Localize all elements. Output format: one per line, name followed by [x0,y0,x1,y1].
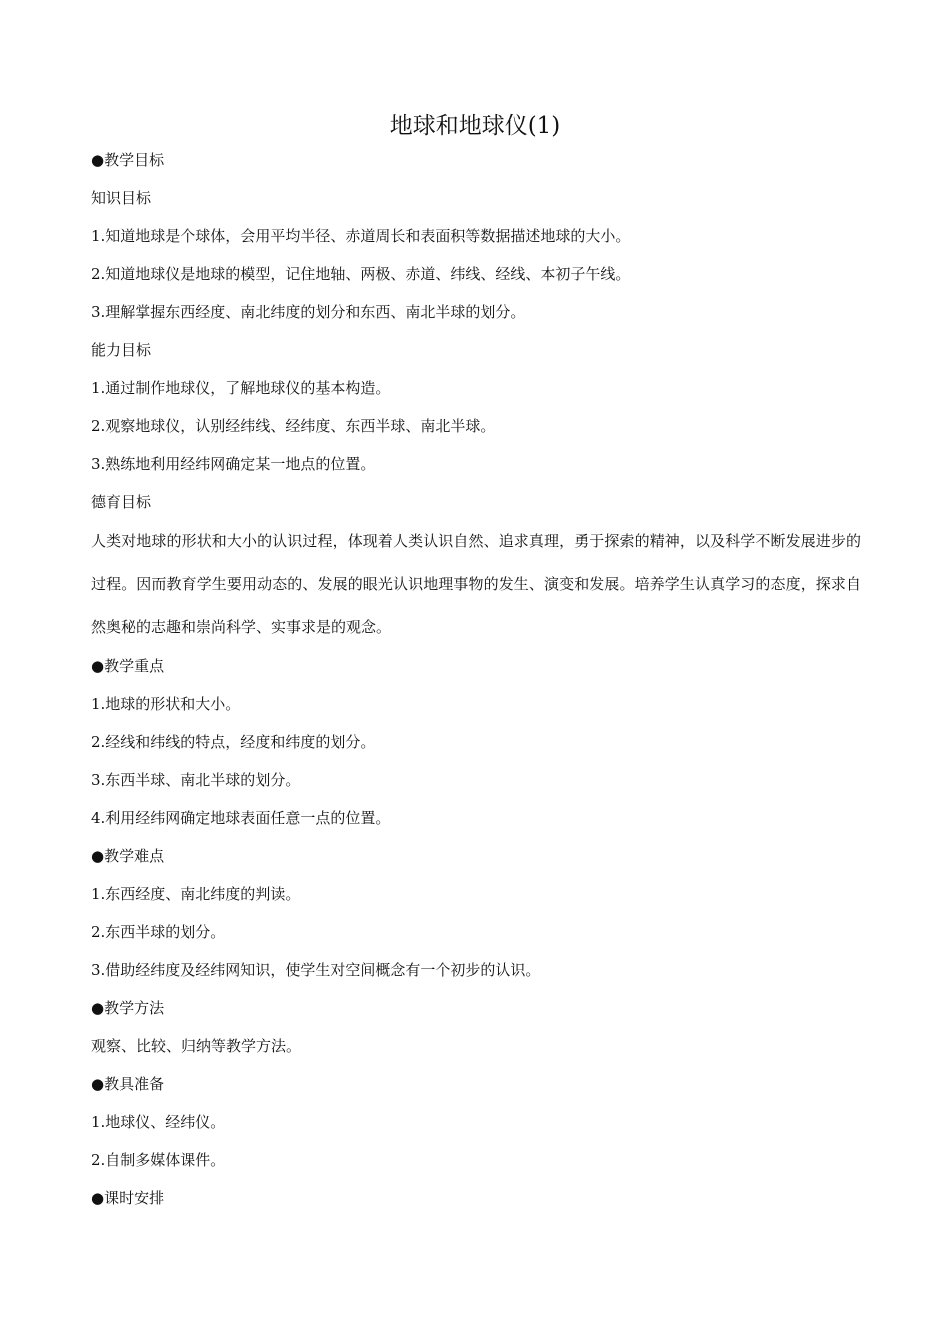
list-item: 2.东西半球的划分。 [91,923,226,941]
section-heading-key-points: ●教学重点 [91,657,165,675]
list-item: 2.知道地球仪是地球的模型，记住地轴、两极、赤道、纬线、经线、本初子午线。 [91,265,631,283]
list-item: 2.观察地球仪，认别经纬线、经纬度、东西半球、南北半球。 [91,417,496,435]
section-heading-materials: ●教具准备 [91,1075,165,1093]
document-title: 地球和地球仪(1) [389,113,561,139]
list-item: 1.通过制作地球仪，了解地球仪的基本构造。 [91,379,391,397]
list-item: 1.东西经度、南北纬度的判读。 [91,885,301,903]
list-item: 1.地球仪、经纬仪。 [91,1113,226,1131]
list-item: 3.借助经纬度及经纬网知识，使学生对空间概念有一个初步的认识。 [91,961,541,979]
document-body [91,150,861,1226]
list-item: 2.经线和纬线的特点，经度和纬度的划分。 [91,733,376,751]
subheading-ability-goals: 能力目标 [91,341,152,359]
list-item: 2.自制多媒体课件。 [91,1151,226,1169]
section-heading-difficulties: ●教学难点 [91,847,165,865]
list-item: 4.利用经纬网确定地球表面任意一点的位置。 [91,809,391,827]
section-heading-methods: ●教学方法 [91,999,165,1017]
list-item: 3.东西半球、南北半球的划分。 [91,771,301,789]
list-item: 3.熟练地利用经纬网确定某一地点的位置。 [91,455,376,473]
moral-goals-paragraph: 人类对地球的形状和大小的认识过程，体现着人类认识自然、追求真理，勇于探索的精神，以及科学不断发展进步的过程。因而教育学生要用动态的、发展的眼光认识地理事物的发生、演变和发展。培养学生认真学习的态度，探求自然奥秘的志趣和崇尚科学、实事求是的观念。 [91,532,861,636]
subheading-moral-goals: 德育目标 [91,493,152,511]
list-item: 1.地球的形状和大小。 [91,695,241,713]
subheading-knowledge-goals: 知识目标 [91,189,152,207]
list-item: 观察、比较、归纳等教学方法。 [91,1037,302,1055]
section-heading-teaching-goals: ●教学目标 [91,151,165,169]
section-heading-schedule: ●课时安排 [91,1189,165,1207]
list-item: 1.知道地球是个球体，会用平均半径、赤道周长和表面积等数据描述地球的大小。 [91,227,631,245]
list-item: 3.理解掌握东西经度、南北纬度的划分和东西、南北半球的划分。 [91,303,526,321]
